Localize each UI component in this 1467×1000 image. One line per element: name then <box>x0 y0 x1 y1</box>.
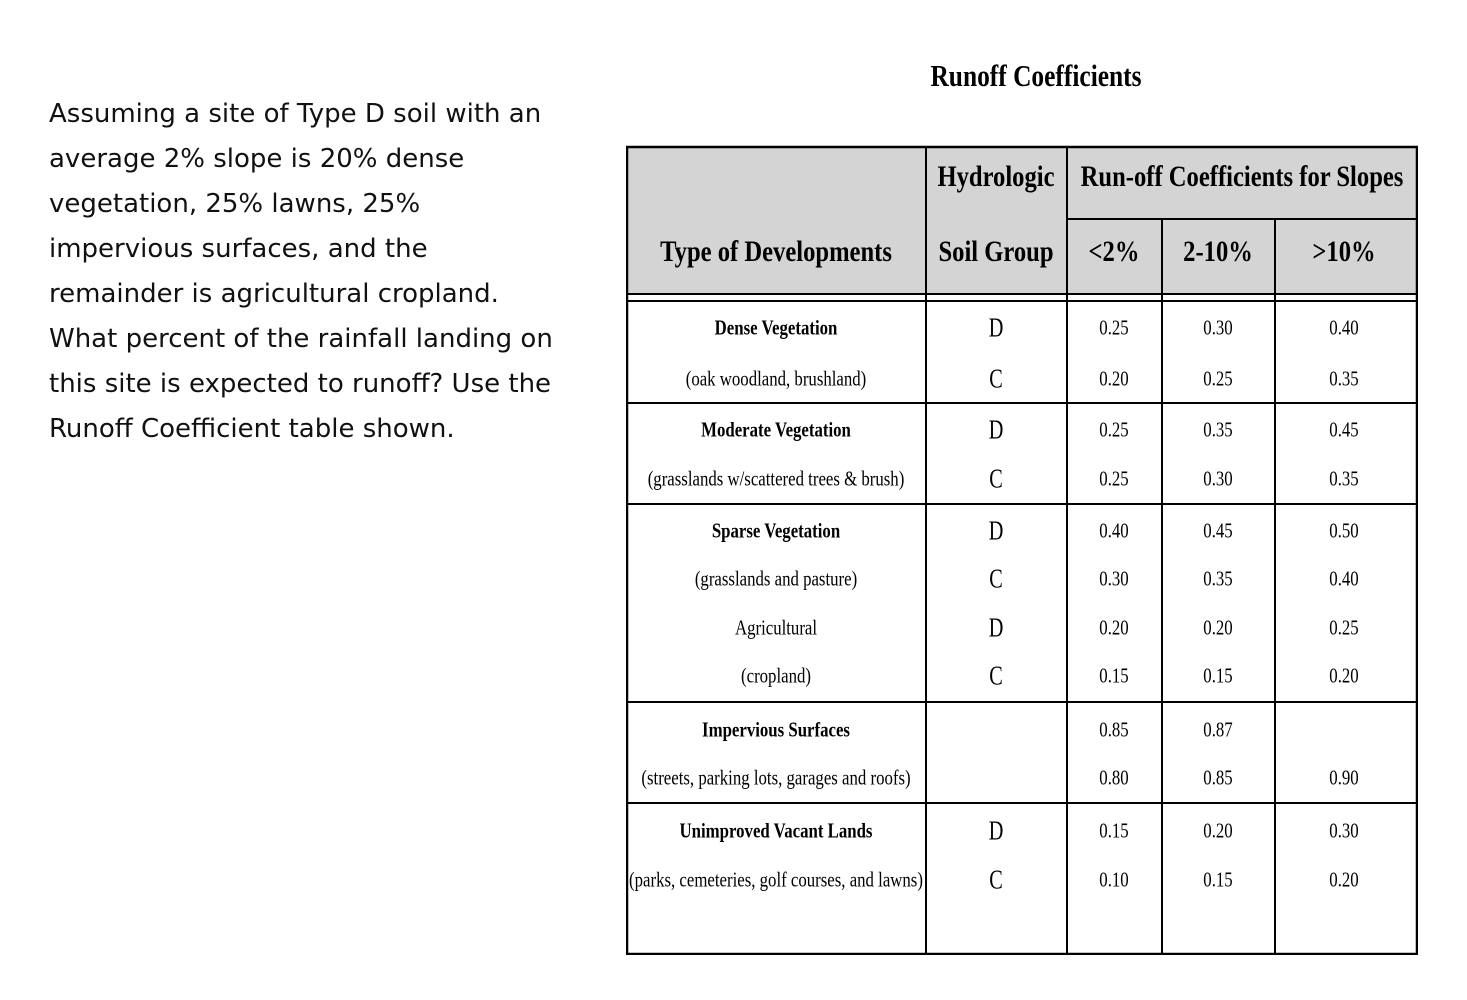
soil-group-cell: D <box>988 414 1004 445</box>
coefficient-2to10-cell: 0.15 <box>1203 663 1233 688</box>
coefficient-lt2-cell: 0.85 <box>1099 717 1129 742</box>
question-line: this site is expected to runoff? Use the <box>49 369 552 399</box>
development-type-cell: Moderate Vegetation <box>701 417 851 442</box>
coefficient-2to10-cell: 0.25 <box>1203 366 1233 391</box>
question-line: average 2% slope is 20% dense <box>49 144 465 174</box>
development-type-cell: Impervious Surfaces <box>702 717 850 742</box>
question-line: remainder is agricultural cropland. <box>49 279 499 309</box>
header-soil-group: Soil Group <box>938 235 1054 268</box>
coefficient-lt2-cell: 0.25 <box>1099 466 1129 491</box>
coefficient-gt10-cell: 0.20 <box>1329 663 1359 688</box>
coefficient-gt10-cell: 0.35 <box>1329 466 1359 491</box>
coefficient-gt10-cell: 0.30 <box>1329 818 1359 843</box>
coefficient-lt2-cell: 0.15 <box>1099 818 1129 843</box>
development-type-cell: Dense Vegetation <box>714 315 838 340</box>
soil-group-cell: D <box>988 312 1004 343</box>
header-slope-lt2: <2% <box>1088 235 1140 268</box>
header-slope-gt10: >10% <box>1312 235 1376 268</box>
coefficient-gt10-cell: 0.90 <box>1329 765 1359 790</box>
coefficient-lt2-cell: 0.10 <box>1099 867 1129 892</box>
soil-group-cell: C <box>989 463 1003 494</box>
coefficient-lt2-cell: 0.80 <box>1099 765 1129 790</box>
development-type-cell: (cropland) <box>741 663 811 688</box>
soil-group-cell: C <box>989 864 1003 895</box>
coefficient-lt2-cell: 0.30 <box>1099 566 1129 591</box>
question-line: impervious surfaces, and the <box>49 234 428 264</box>
coefficient-lt2-cell: 0.20 <box>1099 615 1129 640</box>
development-type-cell: Unimproved Vacant Lands <box>679 818 873 843</box>
coefficient-lt2-cell: 0.15 <box>1099 663 1129 688</box>
question-line: Assuming a site of Type D soil with an <box>49 99 542 129</box>
soil-group-cell: D <box>988 515 1004 546</box>
coefficient-gt10-cell: 0.40 <box>1329 315 1359 340</box>
coefficient-2to10-cell: 0.35 <box>1203 566 1233 591</box>
development-type-cell: (oak woodland, brushland) <box>685 366 867 391</box>
soil-group-cell: D <box>988 815 1004 846</box>
coefficient-lt2-cell: 0.20 <box>1099 366 1129 391</box>
question-line: What percent of the rainfall landing on <box>49 324 553 354</box>
coefficient-gt10-cell: 0.50 <box>1329 518 1359 543</box>
coefficient-2to10-cell: 0.30 <box>1203 466 1233 491</box>
coefficient-2to10-cell: 0.85 <box>1203 765 1233 790</box>
coefficient-gt10-cell: 0.40 <box>1329 566 1359 591</box>
question-text <box>49 92 569 452</box>
coefficient-2to10-cell: 0.45 <box>1203 518 1233 543</box>
header-runoff-slopes: Run-off Coefficients for Slopes <box>1080 160 1404 193</box>
development-type-cell: (parks, cemeteries, golf courses, and lawns) <box>629 867 923 892</box>
coefficient-lt2-cell: 0.25 <box>1099 315 1129 340</box>
development-type-cell: (grasslands w/scattered trees & brush) <box>647 466 905 491</box>
coefficient-2to10-cell: 0.87 <box>1203 717 1233 742</box>
development-type-cell: (grasslands and pasture) <box>694 566 858 591</box>
coefficient-lt2-cell: 0.25 <box>1099 417 1129 442</box>
soil-group-cell: D <box>988 612 1004 643</box>
coefficient-2to10-cell: 0.30 <box>1203 315 1233 340</box>
development-type-cell: Sparse Vegetation <box>711 518 841 543</box>
question-line: vegetation, 25% lawns, 25% <box>49 189 421 219</box>
header-slope-2to10: 2-10% <box>1183 235 1253 268</box>
header-type-of-developments: Type of Developments <box>660 235 892 268</box>
question-line: Runoff Coefficient table shown. <box>49 414 455 444</box>
soil-group-cell: C <box>989 363 1003 394</box>
soil-group-cell: C <box>989 563 1003 594</box>
header-hydrologic: Hydrologic <box>937 160 1055 193</box>
table-title: Runoff Coefficients <box>930 58 1142 93</box>
runoff-coefficient-table <box>626 145 1418 955</box>
development-type-cell: Agricultural <box>734 615 818 640</box>
coefficient-2to10-cell: 0.20 <box>1203 615 1233 640</box>
soil-group-cell: C <box>989 660 1003 691</box>
coefficient-2to10-cell: 0.35 <box>1203 417 1233 442</box>
development-type-cell: (streets, parking lots, garages and roofs) <box>641 765 911 790</box>
coefficient-gt10-cell: 0.35 <box>1329 366 1359 391</box>
coefficient-gt10-cell: 0.20 <box>1329 867 1359 892</box>
coefficient-2to10-cell: 0.20 <box>1203 818 1233 843</box>
coefficient-gt10-cell: 0.45 <box>1329 417 1359 442</box>
coefficient-lt2-cell: 0.40 <box>1099 518 1129 543</box>
coefficient-2to10-cell: 0.15 <box>1203 867 1233 892</box>
coefficient-gt10-cell: 0.25 <box>1329 615 1359 640</box>
